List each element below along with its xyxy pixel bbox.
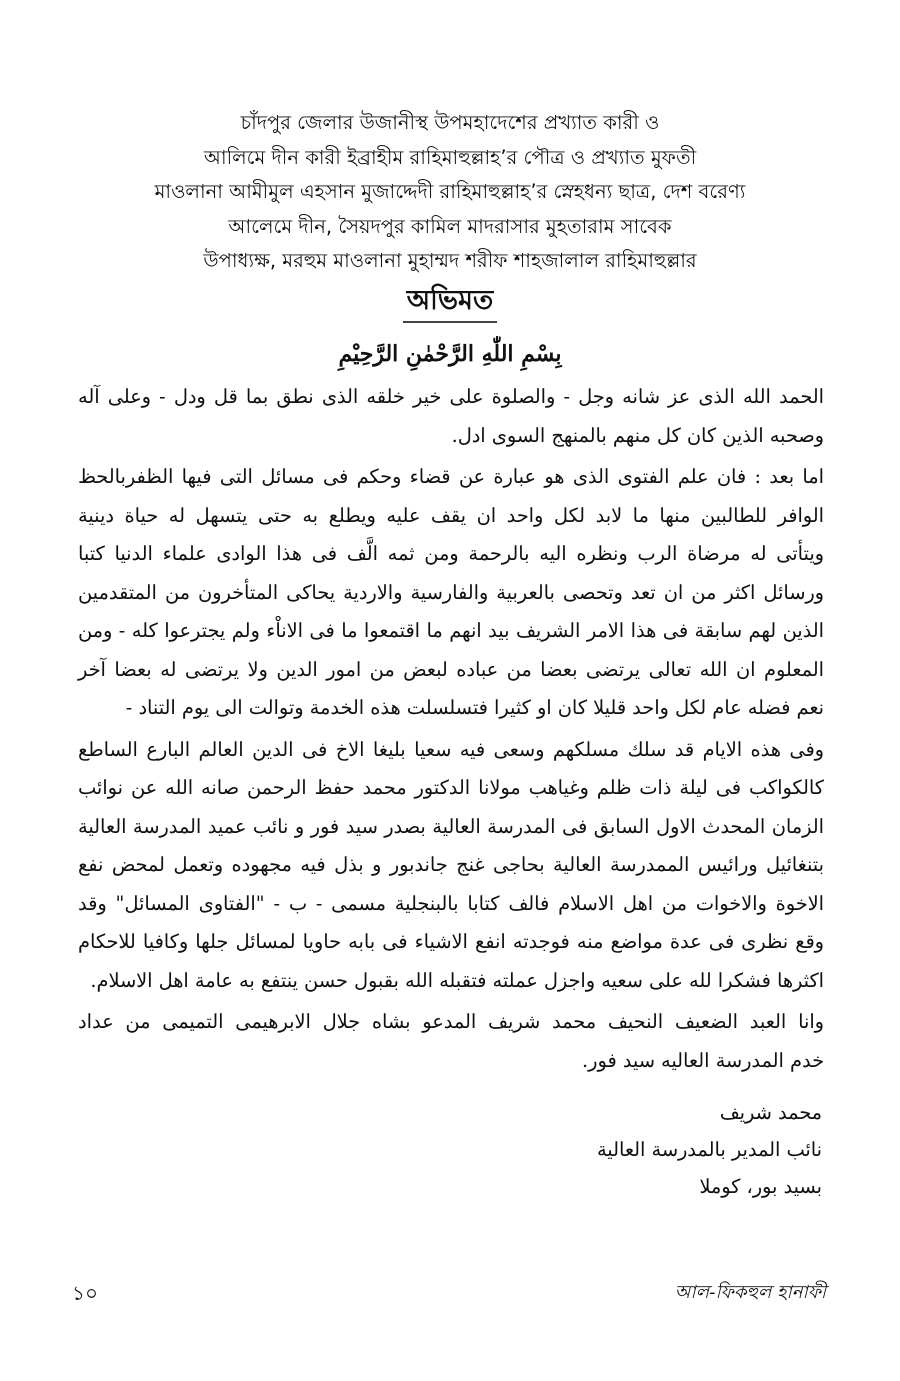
- intro-line: মাওলানা আমীমুল এহসান মুজাদ্দেদী রাহিমাহুল্লাহ’র স্নেহধন্য ছাত্র, দেশ বরেণ্য: [154, 180, 746, 203]
- arabic-body: [78, 378, 824, 1083]
- text-line: نعم فضله عام لكل واحد قليلا كان او كثيرا فتسلسلت هذه الخدمة وتوالت الى يوم التناد -: [125, 696, 824, 719]
- bengali-introduction: [60, 106, 840, 279]
- text-line: وقع نظرى فى عدة مواضع منه فوجدته انفع الاشياء فى بابه حاويا لمسائل جلها وكافيا للاحكام: [78, 930, 824, 953]
- intro-line: আলিমে দীন কারী ইব্রাহীম রাহিমাহুল্লাহ’র পৌত্র ও প্রখ্যাত মুফতী: [203, 145, 697, 169]
- intro-line: চাঁদপুর জেলার উজানীস্থ উপমহাদেশের প্রখ্যাত কারী ও: [240, 111, 660, 134]
- page-number: ১০: [72, 1281, 98, 1305]
- text-line: وصحبه الذين كان كل منهم بالمنهج السوى ادل.: [451, 423, 824, 447]
- signature-position: نائب المدير بالمدرسة العالية: [596, 1138, 822, 1161]
- paragraph-opening: [78, 378, 824, 455]
- title-container: [0, 283, 900, 323]
- text-line: وانا العبد الضعيف النحيف محمد شريف المدعو بشاه جلال الابرهيمى التميمى من عداد: [78, 1010, 824, 1033]
- signature-name: محمد شريف: [719, 1101, 822, 1124]
- text-line: الزمان المحدث الاول السابق فى المدرسة العالية بصدر سيد فور و نائب عميد المدرسة العالية: [78, 814, 824, 838]
- text-line: وفى هذه الايام قد سلك مسلكهم وسعى فيه سعيا بليغا الاخ فى الدين العالم البارع الساطع: [78, 737, 824, 761]
- text-line: الاخوة والاخوات من اهل الاسلام فالف كتابا بالبنجلية مسمى - ب - "الفتاوى المسائل" وقد: [78, 891, 824, 915]
- text-line: الذين لهم سابقة فى هذا الامر الشريف بيد انهم ما اقتمعوا ما فى الاناْء ولم يجترعوا كله - ومن: [78, 619, 824, 642]
- page-title: অভিমত: [403, 283, 497, 323]
- text-line: ويتأتى له مرضاة الرب ونظره اليه بالرحمة ومن ثمه الَّف فى هذا الوادى علماء الدنيا كتبا: [78, 542, 824, 565]
- signature-block: [597, 1094, 822, 1205]
- basmala-heading: بِسْمِ اللّٰهِ الرَّحْمٰنِ الرَّحِيْمِ: [338, 341, 562, 367]
- signature-location: بسيد بور، كوملا: [699, 1175, 822, 1198]
- text-line: المعلوم ان الله تعالى يرتضى بعضا من عباده لبعض من امور الدين ولا يرتضى له بعضا آخر: [78, 657, 824, 681]
- text-line: خدم المدرسة العاليه سيد فور.: [582, 1048, 824, 1072]
- text-line: اما بعد : فان علم الفتوى الذى هو عبارة عن قضاء وحكم فى مسائل التى فيها الظفربالحظ: [78, 465, 824, 488]
- text-line: ورسائل اكثر من ان تعد وتحصى بالعربية والفارسية والاردية يحاكى المتأخرون من المتقدمين: [78, 580, 824, 604]
- text-line: الحمد الله الذى عز شانه وجل - والصلوة على خير خلقه الذى نطق بما قل ودل - وعلى آله: [78, 385, 824, 408]
- text-line: الوافر للطالبين منها ما لابد لكل واحد ان يقف عليه ويطلع به حتى يتسهل له حياة دينية: [78, 503, 824, 527]
- paragraph-fatwa-intro: [78, 458, 824, 728]
- paragraph-author-praise: [78, 731, 824, 1001]
- text-line: كالكواكب فى ليلة ذات ظلم وغياهب مولانا الدكتور محمد حفظ الرحمن صانه الله عن نوائب: [78, 776, 824, 799]
- paragraph-closing: [78, 1003, 824, 1080]
- running-footer-title: আল-ফিকহুল হানাফী: [674, 1282, 826, 1303]
- intro-line: আলেমে দীন, সৈয়দপুর কামিল মাদরাসার মুহতারাম সাবেক: [228, 214, 672, 238]
- intro-line: উপাধ্যক্ষ, মরহুম মাওলানা মুহাম্মদ শরীফ শাহজালাল রাহিমাহুল্লার: [203, 249, 697, 272]
- text-line: بتنغائيل ورائيس الممدرسة العالية بحاجى غنج جاندبور و بذل فيه مجهوده وتعمل لمحض نفع: [78, 853, 824, 876]
- text-line: اكثرها فشكرا لله على سعيه واجزل عملته فتقبله الله بقبول حسن ينتفع به عامة اهل الاسلام.: [90, 968, 824, 992]
